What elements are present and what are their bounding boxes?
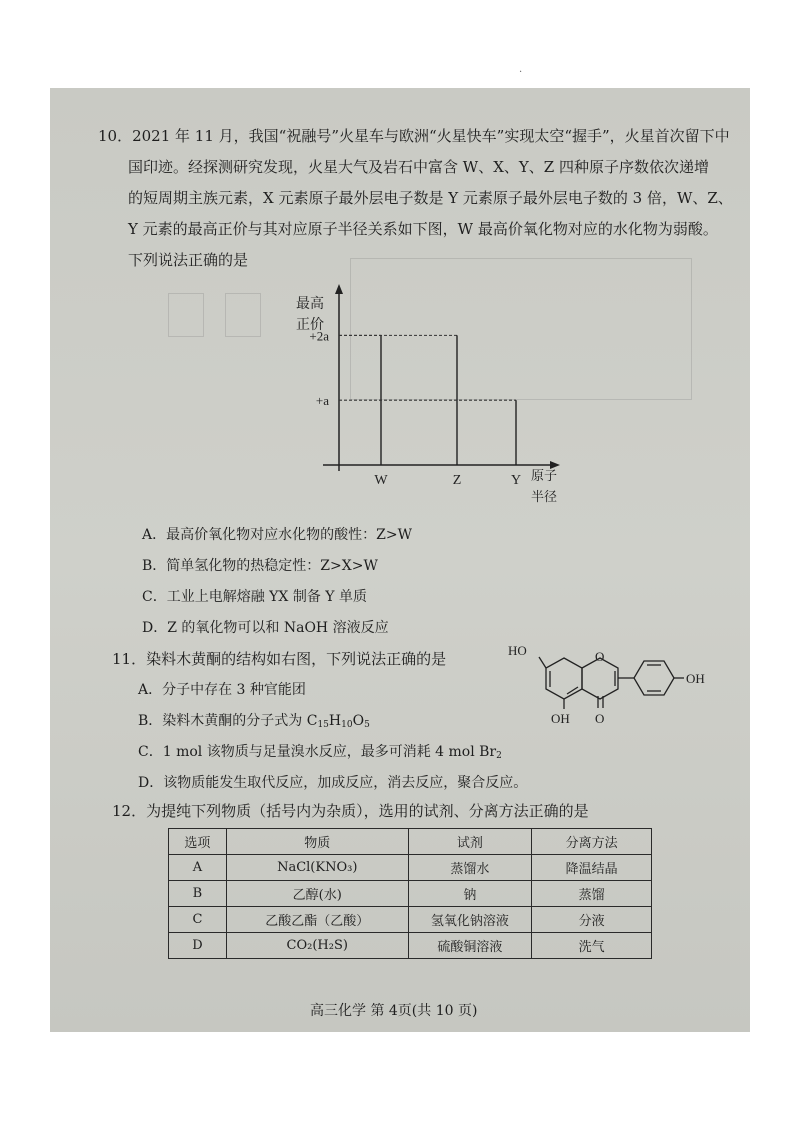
table-header: 物质 xyxy=(226,829,408,855)
table-cell: B xyxy=(169,881,227,907)
table-cell: D xyxy=(169,933,227,959)
table-header: 选项 xyxy=(169,829,227,855)
q10-option-b[interactable]: B．简单氢化物的热稳定性：Z>X>W xyxy=(142,558,378,574)
table-row xyxy=(169,881,652,907)
q10-line-1: 10．2021 年 11 月，我国“祝融号”火星车与欧洲“火星快车”实现太空“握手”，火星首次留下中 xyxy=(98,127,730,145)
table-cell: 钠 xyxy=(408,881,532,907)
bleed-through-box xyxy=(168,293,204,337)
formula-subscript: 15 xyxy=(317,720,329,730)
exam-page xyxy=(50,88,750,1032)
y-axis-label: 正价 xyxy=(296,317,324,333)
table-cell: 蒸馏水 xyxy=(408,855,532,881)
ring-b xyxy=(634,661,674,695)
x-tick-label: W xyxy=(374,473,388,488)
label-ho-left: HO xyxy=(508,643,527,658)
q11-option-d[interactable]: D．该物质能发生取代反应，加成反应，消去反应，聚合反应。 xyxy=(138,775,528,791)
table-cell: 氢氧化钠溶液 xyxy=(408,907,532,933)
table-row xyxy=(169,855,652,881)
table-row xyxy=(169,907,652,933)
x-axis-label: 原子 xyxy=(531,469,558,484)
table-cell: 分液 xyxy=(532,907,652,933)
q10-option-c[interactable]: C．工业上电解熔融 YX 制备 Y 单质 xyxy=(142,589,367,605)
valence-radius-chart xyxy=(276,280,576,520)
y-tick-label: +2a xyxy=(309,328,329,344)
table-cell: A xyxy=(169,855,227,881)
q10-option-a[interactable]: A．最高价氧化物对应水化物的酸性：Z>W xyxy=(142,527,412,543)
x-tick-label: Z xyxy=(452,473,462,488)
formula-element: O xyxy=(352,713,365,729)
table-header: 分离方法 xyxy=(532,829,652,855)
page-mark: . xyxy=(519,64,523,75)
table-header: 试剂 xyxy=(408,829,532,855)
label-ring-oxygen: O xyxy=(595,649,605,664)
q10-option-d[interactable]: D．Z 的氧化物可以和 NaOH 溶液反应 xyxy=(142,620,389,636)
table-cell: C xyxy=(169,907,227,933)
page-footer: 高三化学 第 4页(共 10 页) xyxy=(310,1003,478,1019)
label-oh-bottom: OH xyxy=(551,711,570,726)
q11-option-c-text: C．1 mol 该物质与足量溴水反应，最多可消耗 4 mol Br xyxy=(138,744,497,760)
y-tick-label: +a xyxy=(315,393,329,409)
q10-line-4: Y 元素的最高正价与其对应原子半径关系如下图，W 最高价氧化物对应的水化物为弱酸。 xyxy=(128,220,718,238)
table-header-row xyxy=(169,829,652,855)
q10-line-5: 下列说法正确的是 xyxy=(128,251,249,269)
formula-subscript: 2 xyxy=(496,751,502,761)
q12-stem: 12．为提纯下列物质（括号内为杂质），选用的试剂、分离方法正确的是 xyxy=(112,802,589,820)
table-cell: NaCl(KNO₃) xyxy=(226,855,408,881)
table-cell: 乙酸乙酯（乙酸） xyxy=(226,907,408,933)
q11-option-a[interactable]: A．分子中存在 3 种官能团 xyxy=(138,682,306,698)
table-cell: CO₂(H₂S) xyxy=(226,933,408,959)
label-oh-right: OH xyxy=(686,671,705,686)
x-axis-label: 半径 xyxy=(531,490,558,505)
formula-element: H xyxy=(328,713,342,729)
genistein-structure xyxy=(506,641,736,733)
q10-line-3: 的短周期主族元素，X 元素原子最外层电子数是 Y 元素原子最外层电子数的 3 倍，W、Z、 xyxy=(128,189,733,207)
ring-a xyxy=(546,658,582,699)
ring-c xyxy=(582,658,618,699)
q11-stem: 11．染料木黄酮的结构如右图，下列说法正确的是 xyxy=(112,650,447,668)
table-row xyxy=(169,933,652,959)
formula-subscript: 10 xyxy=(341,720,353,730)
x-axis-arrow xyxy=(550,461,560,469)
q10-line-2: 国印迹。经探测研究发现，火星大气及岩石中富含 W、X、Y、Z 四种原子序数依次递增 xyxy=(128,158,709,176)
table-cell: 硫酸铜溶液 xyxy=(408,933,532,959)
x-tick-label: Y xyxy=(510,473,522,488)
table-cell: 降温结晶 xyxy=(532,855,652,881)
table-cell: 乙醇(水) xyxy=(226,881,408,907)
y-axis-label: 最高 xyxy=(296,296,324,312)
formula-subscript: 5 xyxy=(364,720,370,730)
bleed-through-box xyxy=(225,293,261,337)
y-axis-arrow xyxy=(335,284,343,294)
q11-option-c[interactable] xyxy=(138,742,502,766)
label-carbonyl-oxygen: O xyxy=(595,711,605,726)
q11-option-b-text: B．染料木黄酮的分子式为 C xyxy=(138,713,318,729)
purification-table xyxy=(168,828,652,959)
table-cell: 洗气 xyxy=(532,933,652,959)
table-cell: 蒸馏 xyxy=(532,881,652,907)
q11-option-b[interactable] xyxy=(138,711,370,735)
